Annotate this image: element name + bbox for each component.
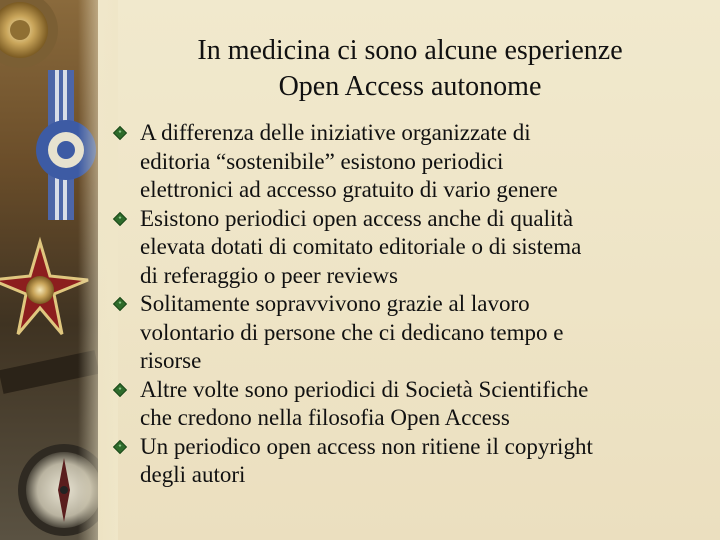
bullet-5-line-2: degli autori [140,462,246,487]
bullet-list [112,119,712,490]
bullet-item-5 [112,433,712,490]
green-diamond-bullet-icon [113,439,127,453]
bullet-item-4 [112,376,712,433]
green-diamond-bullet-icon [113,211,127,225]
bullet-1-line-1: A differenza delle iniziative organizzate di [140,120,531,145]
bullet-item-3 [112,290,712,376]
bullet-item-1 [112,119,712,205]
bullet-3-line-1: Solitamente sopravvivono grazie al lavoro [140,291,530,316]
bullet-2-line-1: Esistono periodici open access anche di qualità [140,205,574,231]
green-diamond-bullet-icon [113,297,127,311]
bullet-5-line-1: Un periodico open access non ritiene il copyright [140,433,593,459]
bullet-2-line-3: di referaggio o peer reviews [140,262,398,288]
slide-title-line-1: In medicina ci sono alcune esperienze [197,35,623,66]
bullet-3-line-3: risorse [140,348,202,373]
bullet-item-2 [112,205,712,291]
bullet-2-line-2: elevata dotati di comitato editoriale o di sistema [140,234,582,259]
bullet-4-line-2: che credono nella filosofia Open Access [140,405,510,430]
green-diamond-bullet-icon [113,126,127,140]
slide-title-line-2: Open Access autonome [278,71,542,102]
bullet-4-line-1: Altre volte sono periodici di Società Scientifiche [140,376,589,402]
bullet-1-line-3: elettronici ad accesso gratuito di vario genere [140,177,558,202]
green-diamond-bullet-icon [113,382,127,396]
bullet-3-line-2: volontario di persone che ci dedicano tempo e [140,319,564,345]
bullet-1-line-2: editoria “sostenibile” esistono periodici [140,148,504,174]
slide-title [150,33,670,105]
